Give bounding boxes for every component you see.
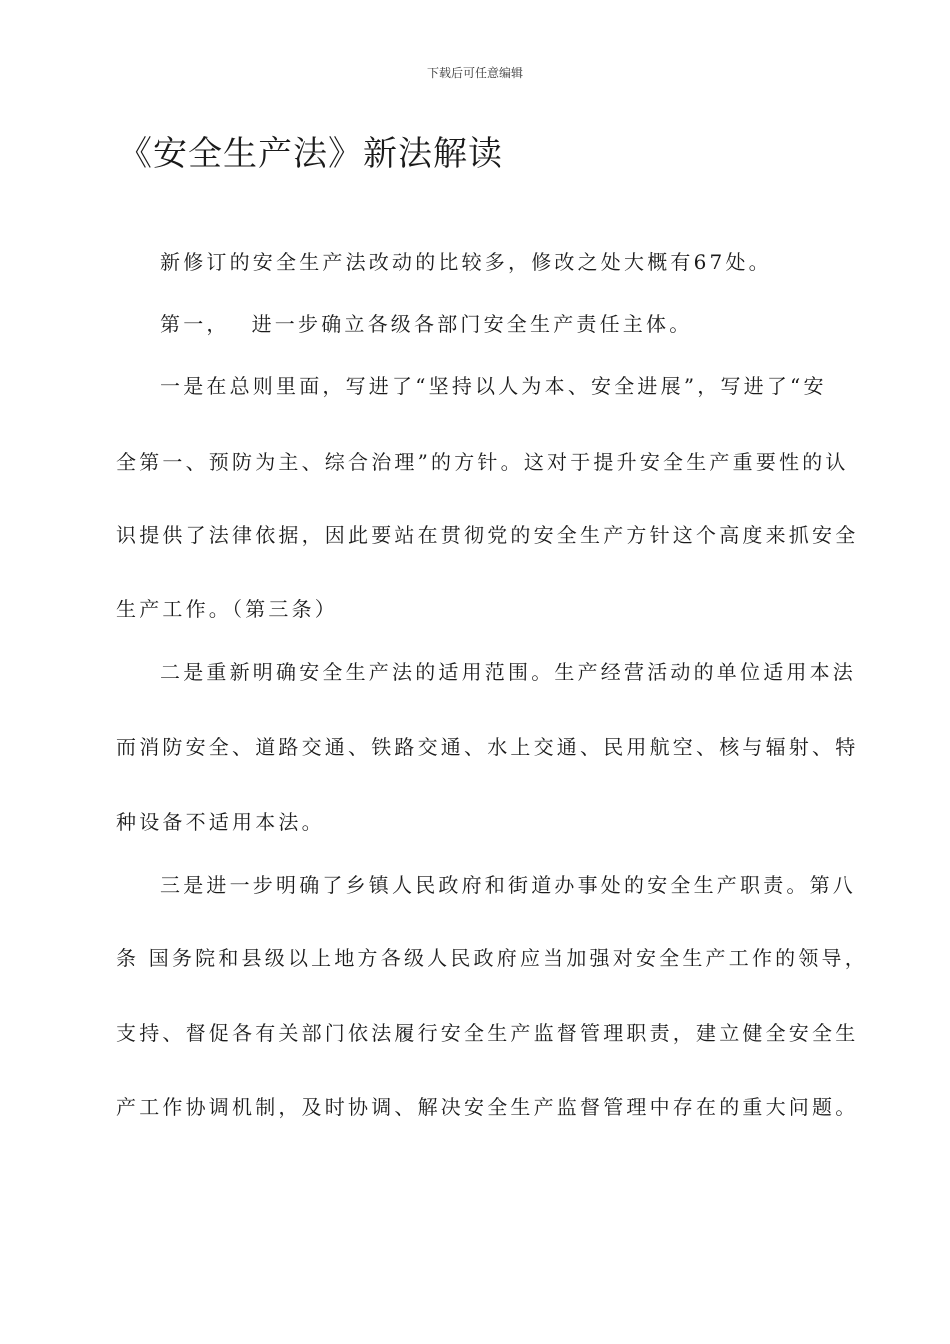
paragraph-line: 二是重新明确安全生产法的适用范围。生产经营活动的单位适用本法: [160, 660, 856, 684]
paragraph-line: 识提供了法律依据，因此要站在贯彻党的安全生产方针这个高度来抓安全: [116, 523, 859, 547]
paragraph-line: 支持、督促各有关部门依法履行安全生产监督管理职责，建立健全安全生: [116, 1021, 859, 1045]
paragraph-line: 而消防安全、道路交通、铁路交通、水上交通、民用航空、核与辐射、特: [116, 735, 859, 759]
paragraph-line: 生产工作。（第三条）: [116, 597, 338, 621]
paragraph-line: 三是进一步明确了乡镇人民政府和街道办事处的安全生产职责。第八: [160, 873, 856, 897]
document-title: 《安全生产法》新法解读: [118, 134, 503, 174]
first-point-label: 第一，: [160, 312, 230, 336]
paragraph-line: 种设备不适用本法。: [116, 810, 325, 834]
paragraph-line: 产工作协调机制，及时协调、解决安全生产监督管理中存在的重大问题。: [116, 1095, 859, 1119]
paragraph-line: 全第一、预防为主、综合治理”的方针。这对于提升安全生产重要性的认: [116, 450, 849, 474]
first-point-text: 进一步确立各级各部门安全生产责任主体。: [251, 312, 693, 336]
paragraph-line: 新修订的安全生产法改动的比较多，修改之处大概有67处。: [160, 250, 772, 274]
paragraph-line: 条 国务院和县级以上地方各级人民政府应当加强对安全生产工作的领导，: [116, 946, 868, 970]
paragraph-line: 一是在总则里面，写进了“坚持以人为本、安全进展”，写进了“安: [160, 374, 827, 398]
paragraph-line: [160, 312, 692, 336]
header-note: 下载后可任意编辑: [426, 66, 523, 80]
